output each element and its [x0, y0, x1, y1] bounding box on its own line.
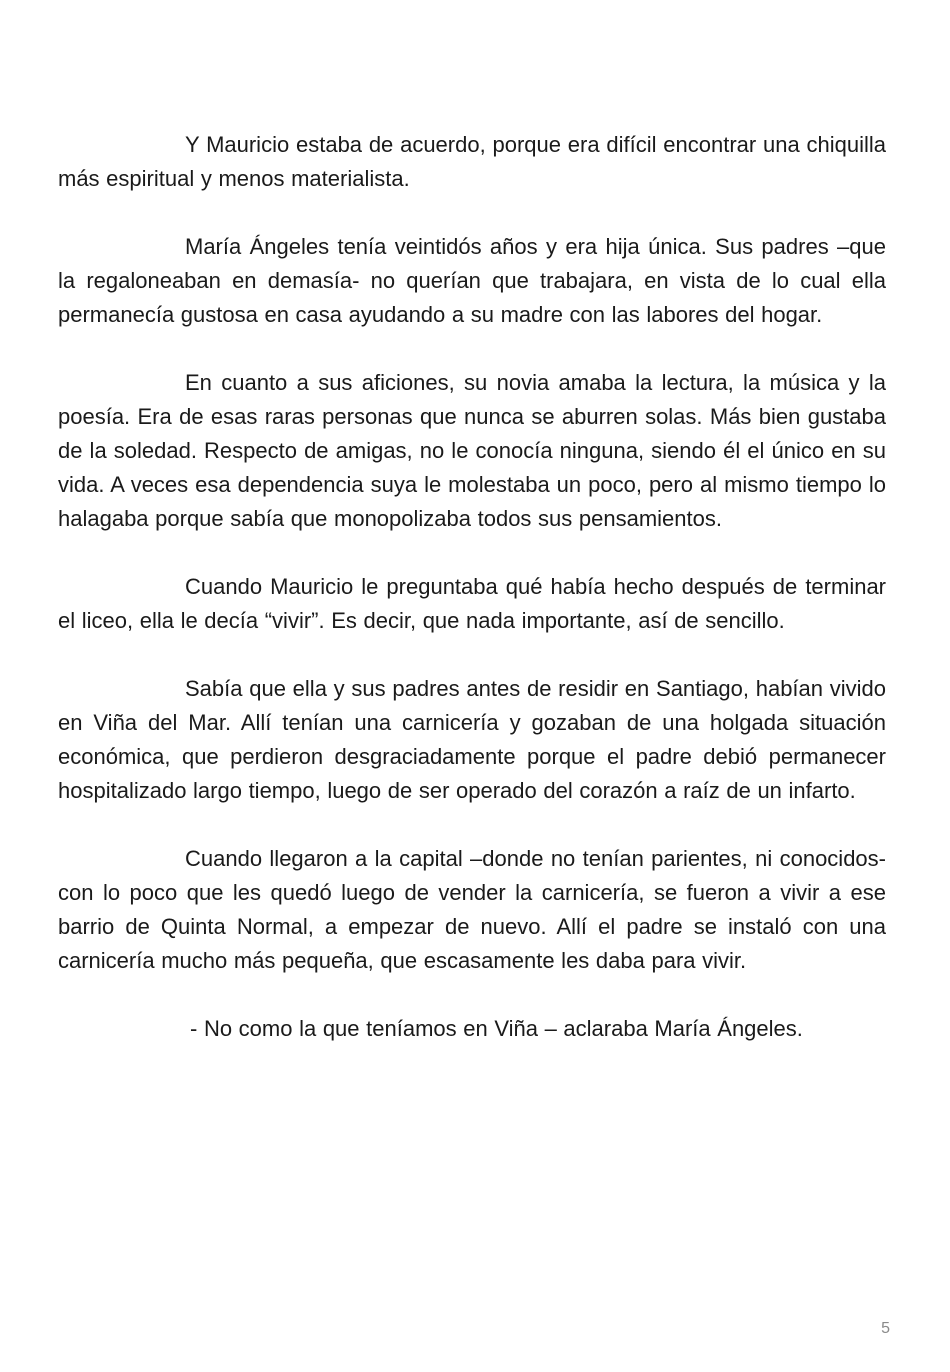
paragraph-7-dialogue: - No como la que teníamos en Viña – aclaraba María Ángeles.	[190, 1016, 803, 1041]
page-number: 5	[881, 1320, 890, 1337]
paragraph-1: Y Mauricio estaba de acuerdo, porque era difícil encontrar una chiquilla más espiritual y menos materialista.	[58, 132, 886, 191]
paragraph-2: María Ángeles tenía veintidós años y era hija única. Sus padres –que la regaloneaban en demasía- no querían que trabajara, en vista de lo cual ella permanecía gustosa en casa ayudando a su madre con las labores del hogar.	[58, 234, 886, 327]
paragraph-5: Sabía que ella y sus padres antes de residir en Santiago, habían vivido en Viña del Mar. Allí tenían una carnicería y gozaban de una holgada situación económica, que perdieron desgraciadamente porque el padre debió permanecer hospitalizado largo tiempo, luego de ser operado del corazón a raíz de un infarto.	[58, 676, 886, 803]
paragraph-6: Cuando llegaron a la capital –donde no tenían parientes, ni conocidos- con lo poco que les quedó luego de vender la carnicería, se fueron a vivir a ese barrio de Quinta Normal, a empezar de nuevo. Allí el padre se instaló con una carnicería mucho más pequeña, que escasamente les daba para vivir.	[58, 846, 886, 973]
document-body	[58, 128, 886, 1080]
paragraph-3: En cuanto a sus aficiones, su novia amaba la lectura, la música y la poesía. Era de esas raras personas que nunca se aburren solas. Más bien gustaba de la soledad. Respecto de amigas, no le conocía ninguna, siendo él el único en su vida. A veces esa dependencia suya le molestaba un poco, pero al mismo tiempo lo halagaba porque sabía que monopolizaba todos sus pensamientos.	[58, 370, 886, 531]
paragraph-4: Cuando Mauricio le preguntaba qué había hecho después de terminar el liceo, ella le decía “vivir”. Es decir, que nada importante, así de sencillo.	[58, 574, 886, 633]
